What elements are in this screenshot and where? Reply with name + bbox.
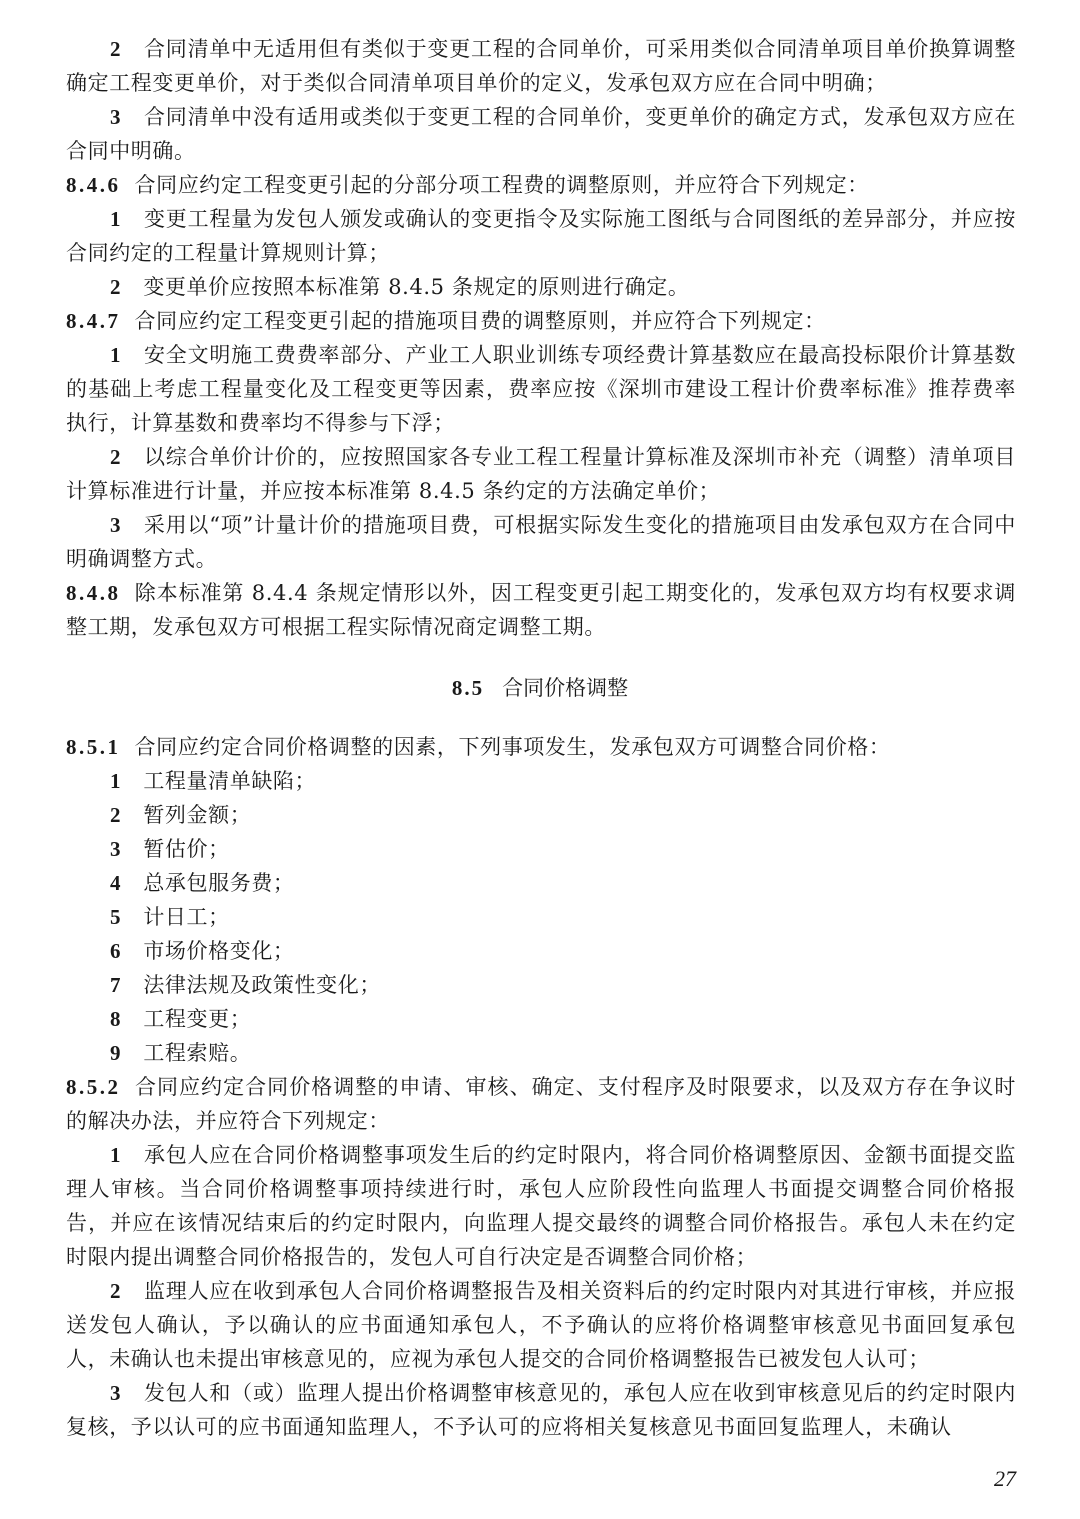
- item-number: 6: [110, 939, 122, 963]
- list-item-text: 暂列金额；: [143, 803, 252, 827]
- paragraph-text: 合同应约定工程变更引起的措施项目费的调整原则，并应符合下列规定：: [134, 309, 826, 333]
- clause-number: 8.4.8: [66, 581, 121, 605]
- paragraph: [66, 32, 1016, 100]
- item-number: 3: [110, 837, 122, 861]
- paragraph: [66, 338, 1016, 440]
- paragraph-text: 合同应约定工程变更引起的分部分项工程费的调整原则，并应符合下列规定：: [134, 173, 869, 197]
- paragraph: [66, 1376, 1016, 1444]
- list-item: [110, 1036, 251, 1070]
- paragraph: [66, 270, 1016, 304]
- item-number: 2: [110, 275, 122, 299]
- item-number: 1: [110, 343, 122, 367]
- list-item-text: 暂估价；: [143, 837, 230, 861]
- clause-paragraph: [66, 304, 1016, 338]
- list-item-text: 总承包服务费；: [143, 871, 295, 895]
- item-number: 2: [110, 803, 122, 827]
- item-number: 3: [110, 513, 122, 537]
- item-number: 3: [110, 1381, 122, 1405]
- item-number: 1: [110, 769, 122, 793]
- paragraph: [66, 100, 1016, 168]
- paragraph-text: 合同清单中无适用但有类似于变更工程的合同单价，可采用类似合同清单项目单价换算调整确定工程变更单价，对于类似合同清单项目单价的定义，发承包双方应在合同中明确；: [66, 37, 1017, 95]
- paragraph: [66, 1274, 1016, 1376]
- paragraph: [66, 440, 1016, 508]
- item-number: 4: [110, 871, 122, 895]
- paragraph-text: 合同应约定合同价格调整的申请、审核、确定、支付程序及时限要求，以及双方存在争议时的解决办法，并应符合下列规定：: [66, 1075, 1016, 1133]
- item-number: 9: [110, 1041, 122, 1065]
- paragraph-text: 安全文明施工费费率部分、产业工人职业训练专项经费计算基数应在最高投标限价计算基数的基础上考虑工程量变化及工程变更等因素，费率应按《深圳市建设工程计价费率标准》推荐费率执行，计算基数和费率均不得参与下浮；: [66, 343, 1017, 435]
- clause-paragraph: [66, 576, 1016, 644]
- clause-paragraph: [66, 730, 1016, 764]
- clause-number: 8.4.7: [66, 309, 121, 333]
- clause-number: 8.4.6: [66, 173, 121, 197]
- list-item: [110, 934, 295, 968]
- item-number: 1: [110, 207, 122, 231]
- paragraph-text: 除本标准第 8.4.4 条规定情形以外，因工程变更引起工期变化的，发承包双方均有权要求调整工期，发承包双方可根据工程实际情况商定调整工期。: [66, 581, 1016, 639]
- list-item-text: 工程量清单缺陷；: [143, 769, 317, 793]
- item-number: 2: [110, 37, 122, 61]
- paragraph-text: 采用以“项”计量计价的措施项目费，可根据实际发生变化的措施项目由发承包双方在合同中明确调整方式。: [66, 513, 1016, 571]
- list-item: [110, 866, 295, 900]
- paragraph: [66, 1138, 1016, 1274]
- paragraph-text: 变更工程量为发包人颁发或确认的变更指令及实际施工图纸与合同图纸的差异部分，并应按合同约定的工程量计算规则计算；: [66, 207, 1017, 265]
- item-number: 8: [110, 1007, 122, 1031]
- item-number: 2: [110, 1279, 122, 1303]
- clause-number: 8.5.1: [66, 735, 121, 759]
- section-heading: [0, 671, 1080, 705]
- list-item: [110, 764, 316, 798]
- list-item: [110, 1002, 251, 1036]
- list-item: [110, 900, 230, 934]
- list-item-text: 法律法规及政策性变化；: [143, 973, 381, 997]
- clause-number: 8.5.2: [66, 1075, 121, 1099]
- paragraph-text: 合同应约定合同价格调整的因素，下列事项发生，发承包双方可调整合同价格：: [134, 735, 891, 759]
- list-item: [110, 968, 381, 1002]
- list-item: [110, 798, 251, 832]
- paragraph-text: 变更单价应按照本标准第 8.4.5 条规定的原则进行确定。: [143, 275, 690, 299]
- item-number: 7: [110, 973, 122, 997]
- list-item-text: 工程变更；: [143, 1007, 252, 1031]
- paragraph: [66, 508, 1016, 576]
- clause-paragraph: [66, 168, 1016, 202]
- paragraph-text: 以综合单价计价的，应按照国家各专业工程工程量计算标准及深圳市补充（调整）清单项目计算标准进行计量，并应按本标准第 8.4.5 条约定的方法确定单价；: [66, 445, 1017, 503]
- item-number: 3: [110, 105, 122, 129]
- paragraph-text: 发包人和（或）监理人提出价格调整审核意见的，承包人应在收到审核意见后的约定时限内复核，予以认可的应书面通知监理人，不予认可的应将相关复核意见书面回复监理人，未确认: [66, 1381, 1017, 1439]
- section-title: 合同价格调整: [502, 676, 629, 700]
- page-number: 27: [994, 1466, 1016, 1491]
- paragraph: [66, 202, 1016, 270]
- paragraph-text: 监理人应在收到承包人合同价格调整报告及相关资料后的约定时限内对其进行审核，并应报送发包人确认，予以确认的应书面通知承包人，不予确认的应将价格调整审核意见书面回复承包人，未确认也未提出审核意见的，应视为承包人提交的合同价格调整报告已被发包人认可；: [66, 1279, 1017, 1371]
- item-number: 5: [110, 905, 122, 929]
- paragraph-text: 承包人应在合同价格调整事项发生后的约定时限内，将合同价格调整原因、金额书面提交监理人审核。当合同价格调整事项持续进行时，承包人应阶段性向监理人书面提交调整合同价格报告，并应在该情况结束后的约定时限内，向监理人提交最终的调整合同价格报告。承包人未在约定时限内提出调整合同价格报告的，发包人可自行决定是否调整合同价格；: [66, 1143, 1017, 1269]
- item-number: 1: [110, 1143, 122, 1167]
- list-item-text: 工程索赔。: [143, 1041, 252, 1065]
- section-number: 8.5: [451, 676, 485, 700]
- list-item: [110, 832, 230, 866]
- paragraph-text: 合同清单中没有适用或类似于变更工程的合同单价，变更单价的确定方式，发承包双方应在合同中明确。: [66, 105, 1017, 163]
- list-item-text: 计日工；: [143, 905, 230, 929]
- clause-paragraph: [66, 1070, 1016, 1138]
- item-number: 2: [110, 445, 122, 469]
- list-item-text: 市场价格变化；: [143, 939, 295, 963]
